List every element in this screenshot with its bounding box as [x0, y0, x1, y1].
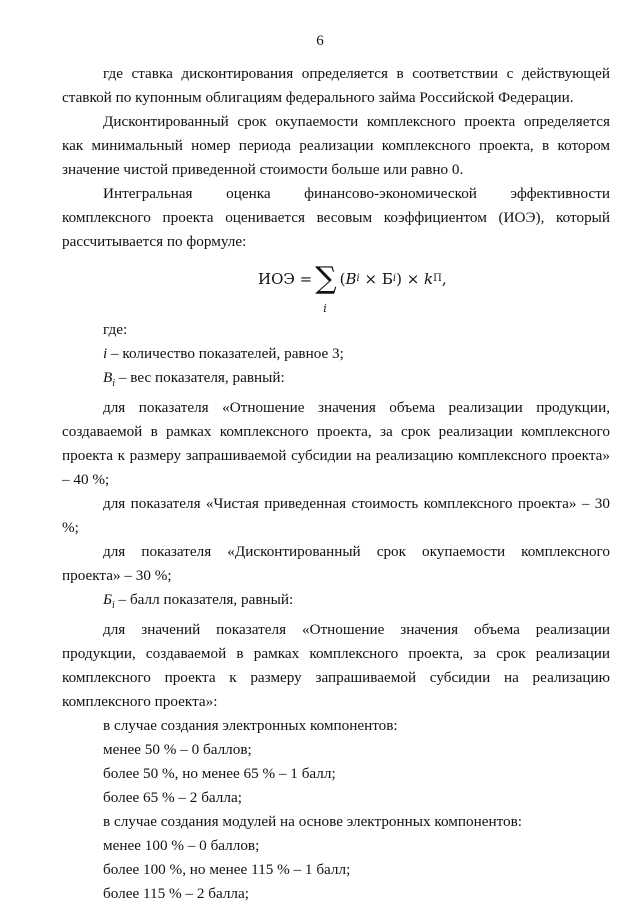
i-symbol: i [103, 345, 108, 362]
formula-end: , [441, 270, 447, 288]
formula-k-sub: П [433, 273, 442, 284]
formula-score-sub: i [392, 273, 397, 284]
page-number: 6 [316, 33, 324, 49]
paragraph-3: Интегральная оценка финансово-экономической эффективности комплексного проекта оценивается весовым коэффициентом (ИОЭ), который рассчитывается по формуле: [62, 185, 610, 250]
i-text: – количество показателей, равное 3; [107, 345, 344, 362]
case-1-item: более 65 % – 2 балла; [103, 789, 242, 807]
w-symbol: B [103, 369, 113, 386]
w-symbol-sub: i [112, 378, 116, 390]
b-definition [62, 588, 610, 618]
b-symbol: Б [103, 591, 112, 609]
case-1-label: в случае создания электронных компонентов: [103, 717, 398, 735]
case-2-item: более 100 %, но менее 115 % – 1 балл; [103, 861, 351, 879]
formula-times-2: × [401, 270, 425, 288]
formula-times-1: × [359, 270, 382, 288]
w-text: – вес показателя, равный: [115, 369, 285, 386]
weight-item-1: для показателя «Отношение значения объема реализации продукции, создаваемой в рамках комплексного проекта, за срок реализации комплексного проекта к размеру запрашиваемой субсидии на реализацию комплексного проекта» – 40 %; [62, 399, 610, 489]
formula-k: k [424, 270, 434, 288]
w-definition [62, 366, 610, 396]
formula-lhs: ИОЭ = [258, 270, 313, 288]
case-1-item: менее 50 % – 0 баллов; [103, 741, 252, 759]
case-2-label: в случае создания модулей на основе электронных компонентов: [103, 813, 523, 831]
score-intro: для значений показателя «Отношение значения объема реализации продукции, создаваемой в рамках комплексного проекта, за срок реализации комплексного проекта к размеру запрашиваемой субсидии на реализацию комплексного проекта»: [62, 621, 610, 711]
formula-weight-sub: i [356, 273, 360, 284]
page-content [62, 62, 610, 906]
weight-item-2: для показателя «Чистая приведенная стоимость комплексного проекта» – 30 %; [62, 495, 610, 537]
i-definition [62, 342, 610, 366]
weight-item-3: для показателя «Дисконтированный срок окупаемости комплексного проекта» – 30 %; [62, 543, 610, 585]
sum-symbol: ∑ i [315, 264, 336, 294]
formula-score: Б [381, 270, 393, 288]
where-label: где: [103, 321, 128, 338]
b-text: – балл показателя, равный: [114, 591, 294, 609]
b-symbol-sub: i [111, 600, 115, 612]
case-1-item: более 50 %, но менее 65 % – 1 балл; [103, 765, 336, 783]
paragraph-2: Дисконтированный срок окупаемости комплексного проекта определяется как минимальный номер периода реализации комплексного проекта, в котором значение чистой приведенной стоимости больше или равно 0. [62, 113, 610, 178]
formula-ioe [62, 254, 610, 318]
formula-open: ( [339, 270, 346, 288]
case-2-item: более 115 % – 2 балла; [103, 885, 249, 903]
case-2-item: менее 100 % – 0 баллов; [103, 837, 260, 855]
formula-weight: B [345, 270, 357, 288]
formula-close: ) [396, 270, 402, 288]
paragraph-1: где ставка дисконтирования определяется в соответствии с действующей ставкой по купонным облигациям федерального займа Российской Федерации. [62, 65, 610, 106]
sum-index: i [323, 302, 327, 315]
